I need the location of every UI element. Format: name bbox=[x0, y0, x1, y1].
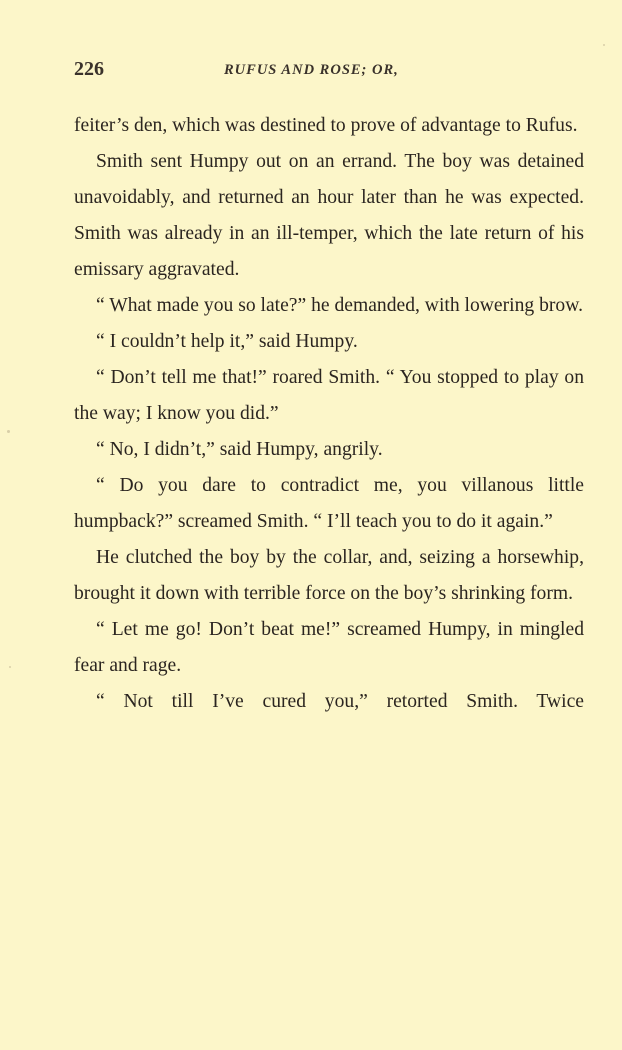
page-header bbox=[74, 58, 586, 88]
paragraph: “ Don’t tell me that!” roared Smith. “ You stopped to play on the way; I know you did.” bbox=[74, 367, 584, 424]
paragraph: “ I couldn’t help it,” said Humpy. bbox=[96, 331, 358, 352]
paragraph: Smith sent Humpy out on an errand. The boy was detained unavoidably, and returned an hour later than he was expected. Smith was already in an ill-temper, which the late return of his emissary aggravated. bbox=[74, 151, 584, 280]
paper-speck bbox=[603, 44, 605, 46]
paper-speck bbox=[9, 666, 11, 668]
paragraph: He clutched the boy by the collar, and, seizing a horsewhip, brought it down with terrible force on the boy’s shrinking form. bbox=[74, 547, 584, 604]
page-number: 226 bbox=[74, 58, 104, 80]
body-text bbox=[74, 108, 584, 720]
paragraph: “ What made you so late?” he demanded, with lowering brow. bbox=[96, 295, 583, 316]
paragraph: “ Do you dare to contradict me, you villanous little humpback?” screamed Smith. “ I’ll teach you to do it again.” bbox=[74, 475, 584, 532]
paragraph: “ Not till I’ve cured you,” retorted Smith. Twice bbox=[96, 691, 584, 712]
paragraph: “ Let me go! Don’t beat me!” screamed Humpy, in mingled fear and rage. bbox=[74, 619, 584, 676]
paragraph: “ No, I didn’t,” said Humpy, angrily. bbox=[96, 439, 383, 460]
paragraph: feiter’s den, which was destined to prove of advantage to Rufus. bbox=[74, 115, 578, 136]
running-title: RUFUS AND ROSE; OR, bbox=[224, 62, 399, 78]
paper-speck bbox=[7, 430, 10, 433]
